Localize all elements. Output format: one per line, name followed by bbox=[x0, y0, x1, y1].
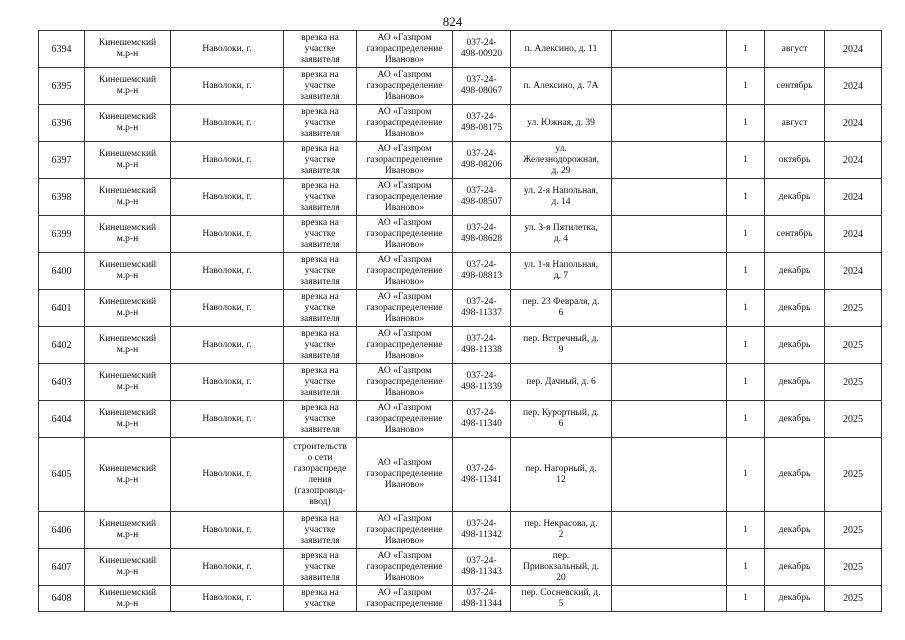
work-type-cell: врезка на участке заявителя bbox=[284, 105, 357, 142]
table-row bbox=[39, 68, 882, 105]
address-cell: пер. Нагорный, д. 12 bbox=[511, 438, 612, 512]
work-type-cell: врезка на участке bbox=[284, 586, 357, 612]
locality-cell: Наволоки, г. bbox=[171, 253, 284, 290]
application-code-cell: 037-24- 498-08067 bbox=[453, 68, 511, 105]
year-cell: 2024 bbox=[825, 142, 882, 179]
work-type-cell: врезка на участке заявителя bbox=[284, 216, 357, 253]
work-type-cell: врезка на участке заявителя bbox=[284, 68, 357, 105]
application-code-cell: 037-24- 498-08175 bbox=[453, 105, 511, 142]
locality-cell: Наволоки, г. bbox=[171, 327, 284, 364]
empty-cell bbox=[612, 142, 727, 179]
month-cell: декабрь bbox=[765, 253, 825, 290]
organization-cell: АО «Газпром газораспределение bbox=[357, 586, 453, 612]
table-row bbox=[39, 401, 882, 438]
month-cell: сентябрь bbox=[765, 216, 825, 253]
year-cell: 2025 bbox=[825, 512, 882, 549]
application-code-cell: 037-24- 498-08813 bbox=[453, 253, 511, 290]
application-code-cell: 037-24- 498-08507 bbox=[453, 179, 511, 216]
year-cell: 2024 bbox=[825, 179, 882, 216]
quantity-cell: 1 bbox=[727, 512, 765, 549]
row-number: 6407 bbox=[39, 549, 85, 586]
year-cell: 2024 bbox=[825, 105, 882, 142]
locality-cell: Наволоки, г. bbox=[171, 179, 284, 216]
quantity-cell: 1 bbox=[727, 105, 765, 142]
page-number: 824 bbox=[442, 14, 463, 29]
application-code-cell: 037-24- 498-08628 bbox=[453, 216, 511, 253]
month-cell: декабрь bbox=[765, 549, 825, 586]
locality-cell: Наволоки, г. bbox=[171, 216, 284, 253]
empty-cell bbox=[612, 68, 727, 105]
application-code-cell: 037-24- 498-11344 bbox=[453, 586, 511, 612]
gas-connection-table bbox=[38, 30, 882, 612]
organization-cell: АО «Газпром газораспределение Иваново» bbox=[357, 512, 453, 549]
district-cell: Кинешемский м.р-н bbox=[85, 327, 171, 364]
address-cell: ул. 2-я Напольная, д. 14 bbox=[511, 179, 612, 216]
table-row bbox=[39, 253, 882, 290]
table-row bbox=[39, 586, 882, 612]
month-cell: август bbox=[765, 31, 825, 68]
address-cell: пер. Привокзальный, д. 20 bbox=[511, 549, 612, 586]
row-number: 6400 bbox=[39, 253, 85, 290]
table-row bbox=[39, 438, 882, 512]
work-type-cell: врезка на участке заявителя bbox=[284, 512, 357, 549]
district-cell: Кинешемский м.р-н bbox=[85, 401, 171, 438]
district-cell: Кинешемский м.р-н bbox=[85, 364, 171, 401]
address-cell: ул. Южная, д. 39 bbox=[511, 105, 612, 142]
work-type-cell: строительств о сети газораспреде ления (газопровод- ввод) bbox=[284, 438, 357, 512]
address-cell: пер. Сосневский, д. 5 bbox=[511, 586, 612, 612]
address-cell: пер. Дачный, д. 6 bbox=[511, 364, 612, 401]
row-number: 6401 bbox=[39, 290, 85, 327]
year-cell: 2025 bbox=[825, 290, 882, 327]
locality-cell: Наволоки, г. bbox=[171, 549, 284, 586]
month-cell: октябрь bbox=[765, 142, 825, 179]
year-cell: 2024 bbox=[825, 68, 882, 105]
organization-cell: АО «Газпром газораспределение Иваново» bbox=[357, 31, 453, 68]
locality-cell: Наволоки, г. bbox=[171, 31, 284, 68]
application-code-cell: 037-24- 498-11342 bbox=[453, 512, 511, 549]
empty-cell bbox=[612, 438, 727, 512]
address-cell: пер. Некрасова, д. 2 bbox=[511, 512, 612, 549]
month-cell: декабрь bbox=[765, 586, 825, 612]
quantity-cell: 1 bbox=[727, 68, 765, 105]
month-cell: декабрь bbox=[765, 512, 825, 549]
year-cell: 2025 bbox=[825, 327, 882, 364]
application-code-cell: 037-24- 498-00920 bbox=[453, 31, 511, 68]
year-cell: 2025 bbox=[825, 586, 882, 612]
district-cell: Кинешемский м.р-н bbox=[85, 512, 171, 549]
year-cell: 2025 bbox=[825, 438, 882, 512]
row-number: 6406 bbox=[39, 512, 85, 549]
work-type-cell: врезка на участке заявителя bbox=[284, 549, 357, 586]
table-row bbox=[39, 179, 882, 216]
organization-cell: АО «Газпром газораспределение Иваново» bbox=[357, 549, 453, 586]
locality-cell: Наволоки, г. bbox=[171, 512, 284, 549]
work-type-cell: врезка на участке заявителя bbox=[284, 290, 357, 327]
application-code-cell: 037-24- 498-11340 bbox=[453, 401, 511, 438]
organization-cell: АО «Газпром газораспределение Иваново» bbox=[357, 68, 453, 105]
month-cell: август bbox=[765, 105, 825, 142]
row-number: 6403 bbox=[39, 364, 85, 401]
month-cell: сентябрь bbox=[765, 68, 825, 105]
row-number: 6395 bbox=[39, 68, 85, 105]
work-type-cell: врезка на участке заявителя bbox=[284, 401, 357, 438]
table-row bbox=[39, 216, 882, 253]
organization-cell: АО «Газпром газораспределение Иваново» bbox=[357, 253, 453, 290]
table-row bbox=[39, 105, 882, 142]
month-cell: декабрь bbox=[765, 179, 825, 216]
quantity-cell: 1 bbox=[727, 290, 765, 327]
address-cell: ул. Железнодорожная, д. 29 bbox=[511, 142, 612, 179]
organization-cell: АО «Газпром газораспределение Иваново» bbox=[357, 179, 453, 216]
address-cell: ул. 3-я Пятилетка, д. 4 bbox=[511, 216, 612, 253]
row-number: 6404 bbox=[39, 401, 85, 438]
table-row bbox=[39, 31, 882, 68]
work-type-cell: врезка на участке заявителя bbox=[284, 31, 357, 68]
empty-cell bbox=[612, 290, 727, 327]
table-row bbox=[39, 364, 882, 401]
address-cell: пер. Курортный, д. 6 bbox=[511, 401, 612, 438]
district-cell: Кинешемский м.р-н bbox=[85, 31, 171, 68]
table-row bbox=[39, 142, 882, 179]
district-cell: Кинешемский м.р-н bbox=[85, 549, 171, 586]
district-cell: Кинешемский м.р-н bbox=[85, 105, 171, 142]
table-row bbox=[39, 290, 882, 327]
address-cell: пер. Встречный, д. 9 bbox=[511, 327, 612, 364]
locality-cell: Наволоки, г. bbox=[171, 68, 284, 105]
application-code-cell: 037-24- 498-11343 bbox=[453, 549, 511, 586]
month-cell: декабрь bbox=[765, 438, 825, 512]
year-cell: 2024 bbox=[825, 31, 882, 68]
row-number: 6398 bbox=[39, 179, 85, 216]
row-number: 6394 bbox=[39, 31, 85, 68]
table-row bbox=[39, 512, 882, 549]
district-cell: Кинешемский м.р-н bbox=[85, 438, 171, 512]
district-cell: Кинешемский м.р-н bbox=[85, 586, 171, 612]
district-cell: Кинешемский м.р-н bbox=[85, 179, 171, 216]
locality-cell: Наволоки, г. bbox=[171, 142, 284, 179]
row-number: 6408 bbox=[39, 586, 85, 612]
empty-cell bbox=[612, 586, 727, 612]
work-type-cell: врезка на участке заявителя bbox=[284, 364, 357, 401]
address-cell: п. Алексино, д. 11 bbox=[511, 31, 612, 68]
row-number: 6397 bbox=[39, 142, 85, 179]
district-cell: Кинешемский м.р-н bbox=[85, 142, 171, 179]
year-cell: 2025 bbox=[825, 401, 882, 438]
table-row bbox=[39, 327, 882, 364]
year-cell: 2024 bbox=[825, 253, 882, 290]
row-number: 6396 bbox=[39, 105, 85, 142]
locality-cell: Наволоки, г. bbox=[171, 105, 284, 142]
empty-cell bbox=[612, 216, 727, 253]
quantity-cell: 1 bbox=[727, 549, 765, 586]
month-cell: декабрь bbox=[765, 401, 825, 438]
locality-cell: Наволоки, г. bbox=[171, 438, 284, 512]
address-cell: пер. 23 Февраля, д. 6 bbox=[511, 290, 612, 327]
row-number: 6405 bbox=[39, 438, 85, 512]
empty-cell bbox=[612, 253, 727, 290]
month-cell: декабрь bbox=[765, 327, 825, 364]
application-code-cell: 037-24- 498-11339 bbox=[453, 364, 511, 401]
empty-cell bbox=[612, 179, 727, 216]
quantity-cell: 1 bbox=[727, 327, 765, 364]
month-cell: декабрь bbox=[765, 364, 825, 401]
application-code-cell: 037-24- 498-11338 bbox=[453, 327, 511, 364]
empty-cell bbox=[612, 105, 727, 142]
empty-cell bbox=[612, 401, 727, 438]
quantity-cell: 1 bbox=[727, 31, 765, 68]
year-cell: 2025 bbox=[825, 364, 882, 401]
empty-cell bbox=[612, 364, 727, 401]
organization-cell: АО «Газпром газораспределение Иваново» bbox=[357, 216, 453, 253]
year-cell: 2025 bbox=[825, 549, 882, 586]
row-number: 6399 bbox=[39, 216, 85, 253]
district-cell: Кинешемский м.р-н bbox=[85, 253, 171, 290]
application-code-cell: 037-24- 498-08206 bbox=[453, 142, 511, 179]
quantity-cell: 1 bbox=[727, 253, 765, 290]
district-cell: Кинешемский м.р-н bbox=[85, 290, 171, 327]
empty-cell bbox=[612, 327, 727, 364]
work-type-cell: врезка на участке заявителя bbox=[284, 179, 357, 216]
locality-cell: Наволоки, г. bbox=[171, 364, 284, 401]
organization-cell: АО «Газпром газораспределение Иваново» bbox=[357, 105, 453, 142]
empty-cell bbox=[612, 549, 727, 586]
organization-cell: АО «Газпром газораспределение Иваново» bbox=[357, 290, 453, 327]
application-code-cell: 037-24- 498-11337 bbox=[453, 290, 511, 327]
district-cell: Кинешемский м.р-н bbox=[85, 216, 171, 253]
quantity-cell: 1 bbox=[727, 401, 765, 438]
year-cell: 2024 bbox=[825, 216, 882, 253]
organization-cell: АО «Газпром газораспределение Иваново» bbox=[357, 142, 453, 179]
row-number: 6402 bbox=[39, 327, 85, 364]
organization-cell: АО «Газпром газораспределение Иваново» bbox=[357, 364, 453, 401]
table-body bbox=[39, 31, 882, 612]
month-cell: декабрь bbox=[765, 290, 825, 327]
address-cell: п. Алексино, д. 7А bbox=[511, 68, 612, 105]
work-type-cell: врезка на участке заявителя bbox=[284, 253, 357, 290]
work-type-cell: врезка на участке заявителя bbox=[284, 142, 357, 179]
quantity-cell: 1 bbox=[727, 179, 765, 216]
empty-cell bbox=[612, 512, 727, 549]
quantity-cell: 1 bbox=[727, 438, 765, 512]
quantity-cell: 1 bbox=[727, 586, 765, 612]
empty-cell bbox=[612, 31, 727, 68]
work-type-cell: врезка на участке заявителя bbox=[284, 327, 357, 364]
organization-cell: АО «Газпром газораспределение Иваново» bbox=[357, 401, 453, 438]
address-cell: ул. 1-я Напольная, д. 7 bbox=[511, 253, 612, 290]
organization-cell: АО «Газпром газораспределение Иваново» bbox=[357, 438, 453, 512]
locality-cell: Наволоки, г. bbox=[171, 401, 284, 438]
quantity-cell: 1 bbox=[727, 142, 765, 179]
quantity-cell: 1 bbox=[727, 364, 765, 401]
organization-cell: АО «Газпром газораспределение Иваново» bbox=[357, 327, 453, 364]
district-cell: Кинешемский м.р-н bbox=[85, 68, 171, 105]
quantity-cell: 1 bbox=[727, 216, 765, 253]
locality-cell: Наволоки, г. bbox=[171, 586, 284, 612]
locality-cell: Наволоки, г. bbox=[171, 290, 284, 327]
application-code-cell: 037-24- 498-11341 bbox=[453, 438, 511, 512]
table-row bbox=[39, 549, 882, 586]
